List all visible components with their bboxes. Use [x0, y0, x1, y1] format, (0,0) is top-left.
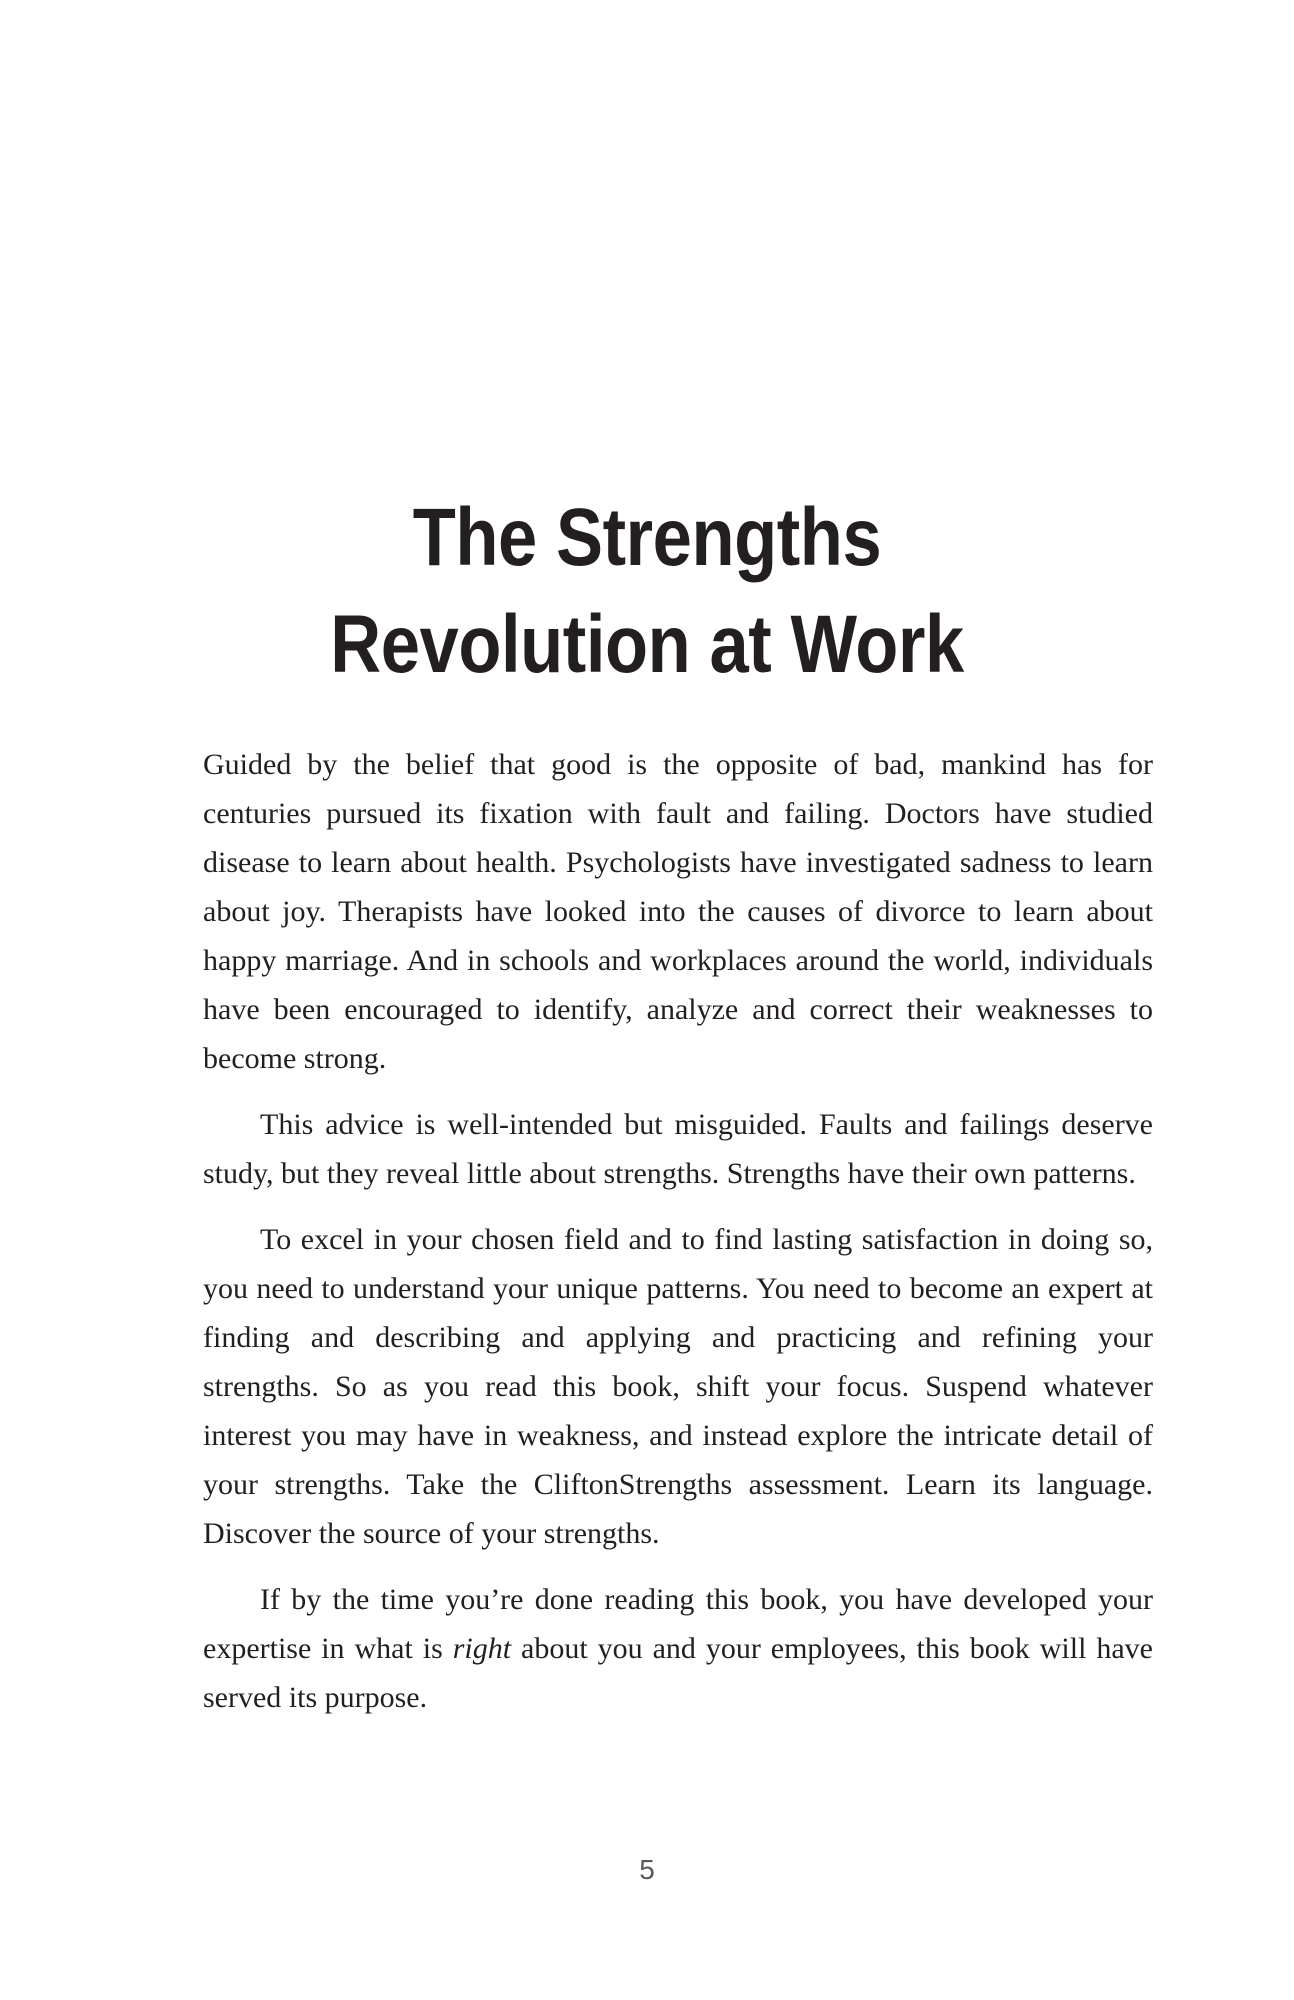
paragraph-2: This advice is well-intended but misguided. Faults and failings deserve study, but they reveal little about strengths. Strengths have their own patterns.	[203, 1108, 1153, 1190]
chapter-title-line-1: The Strengths	[412, 492, 882, 583]
paragraph-4-text-end: about you and your employees, this book will have served its purpose.	[203, 1632, 1153, 1714]
chapter-title	[91, 484, 1204, 698]
paragraph-4	[203, 1575, 1153, 1722]
page-number: 5	[639, 1854, 655, 1885]
chapter-body	[203, 740, 1153, 1739]
chapter-title-line-2: Revolution at Work	[330, 599, 964, 690]
paragraph-4-text-start: If by the time you’re done reading this book, you have developed your expertise in what is	[203, 1583, 1153, 1665]
paragraph-4-emphasis: right	[452, 1632, 512, 1665]
paragraph-1: Guided by the belief that good is the opposite of bad, mankind has for centuries pursued its fixation with fault and failing. Doctors have studied disease to learn about health. Psychologists have investigated sadness to learn about joy. Therapists have looked into the causes of divorce to learn about happy marriage. And in schools and workplaces around the world, individuals have been encouraged to identify, analyze and correct their weaknesses to become strong.	[203, 748, 1153, 1075]
paragraph-3: To excel in your chosen field and to find lasting satisfaction in doing so, you need to understand your unique patterns. You need to become an expert at finding and describing and applying and practicing and refining your strengths. So as you read this book, shift your focus. Suspend whatever interest you may have in weakness, and instead explore the intricate detail of your strengths. Take the CliftonStrengths assessment. Learn its language. Discover the source of your strengths.	[203, 1223, 1153, 1550]
